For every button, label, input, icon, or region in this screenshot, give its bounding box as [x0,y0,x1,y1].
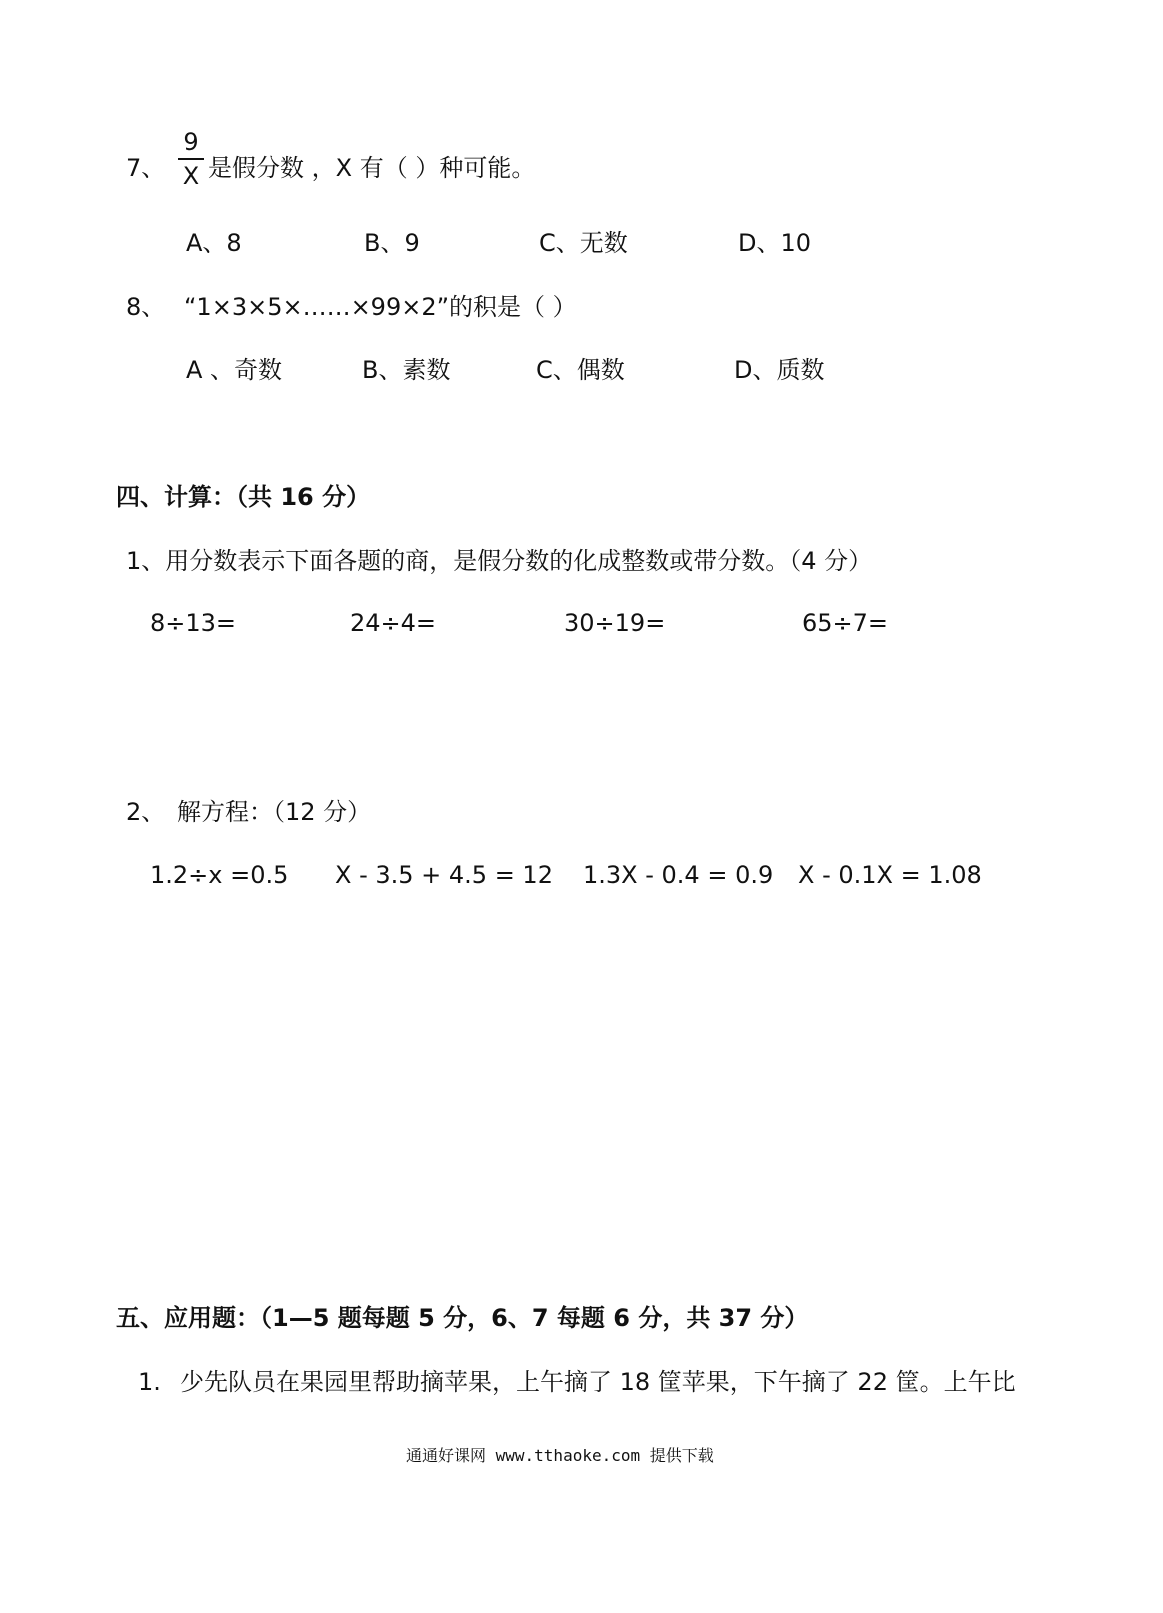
equation-2: X - 3.5 + 4.5 = 12 [335,861,553,889]
section4-title: 四、计算：（共 16 分） [116,483,371,511]
q7-text: 是假分数 ，X 有（ ）种可能。 [208,154,536,182]
section4-p2-number: 2、 [126,798,166,826]
fraction-numerator: 9 [183,128,199,156]
q8-option-b: B、素数 [362,356,451,384]
section5-p1-number: 1. [138,1368,161,1396]
q8-option-c: C、偶数 [536,356,625,384]
q8-number: 8、 [126,293,166,321]
q7-option-a: A、8 [186,229,242,257]
equation-3: 1.3X - 0.4 = 0.9 [583,861,774,889]
q8-text: “1×3×5×……×99×2”的积是（ ） [184,293,577,321]
division-item-4: 65÷7= [802,609,889,637]
page-footer: 通通好课网 www.tthaoke.com 提供下载 [406,1446,714,1465]
q7-option-d: D、10 [738,229,812,257]
q8-option-a: A 、奇数 [186,356,283,384]
q7-option-c: C、无数 [539,229,628,257]
division-item-1: 8÷13= [150,609,237,637]
section5-p1-text: 少先队员在果园里帮助摘苹果，上午摘了 18 筐苹果，下午摘了 22 筐。上午比 [180,1368,1016,1396]
q7-number: 7、 [126,154,166,182]
q7-fraction [178,128,204,190]
section4-p2-text: 解方程：（12 分） [177,798,372,826]
division-item-3: 30÷19= [564,609,666,637]
equation-4: X - 0.1X = 1.08 [798,861,982,889]
division-item-2: 24÷4= [350,609,437,637]
equation-1: 1.2÷x =0.5 [150,861,289,889]
fraction-denominator: X [182,162,200,190]
section4-p1-text: 1、用分数表示下面各题的商，是假分数的化成整数或带分数。（4 分） [126,547,873,575]
q7-option-b: B、9 [364,229,420,257]
fraction-bar [178,158,204,160]
q8-option-d: D、质数 [734,356,825,384]
section5-title: 五、应用题：（1—5 题每题 5 分，6、7 每题 6 分，共 37 分） [116,1304,809,1332]
